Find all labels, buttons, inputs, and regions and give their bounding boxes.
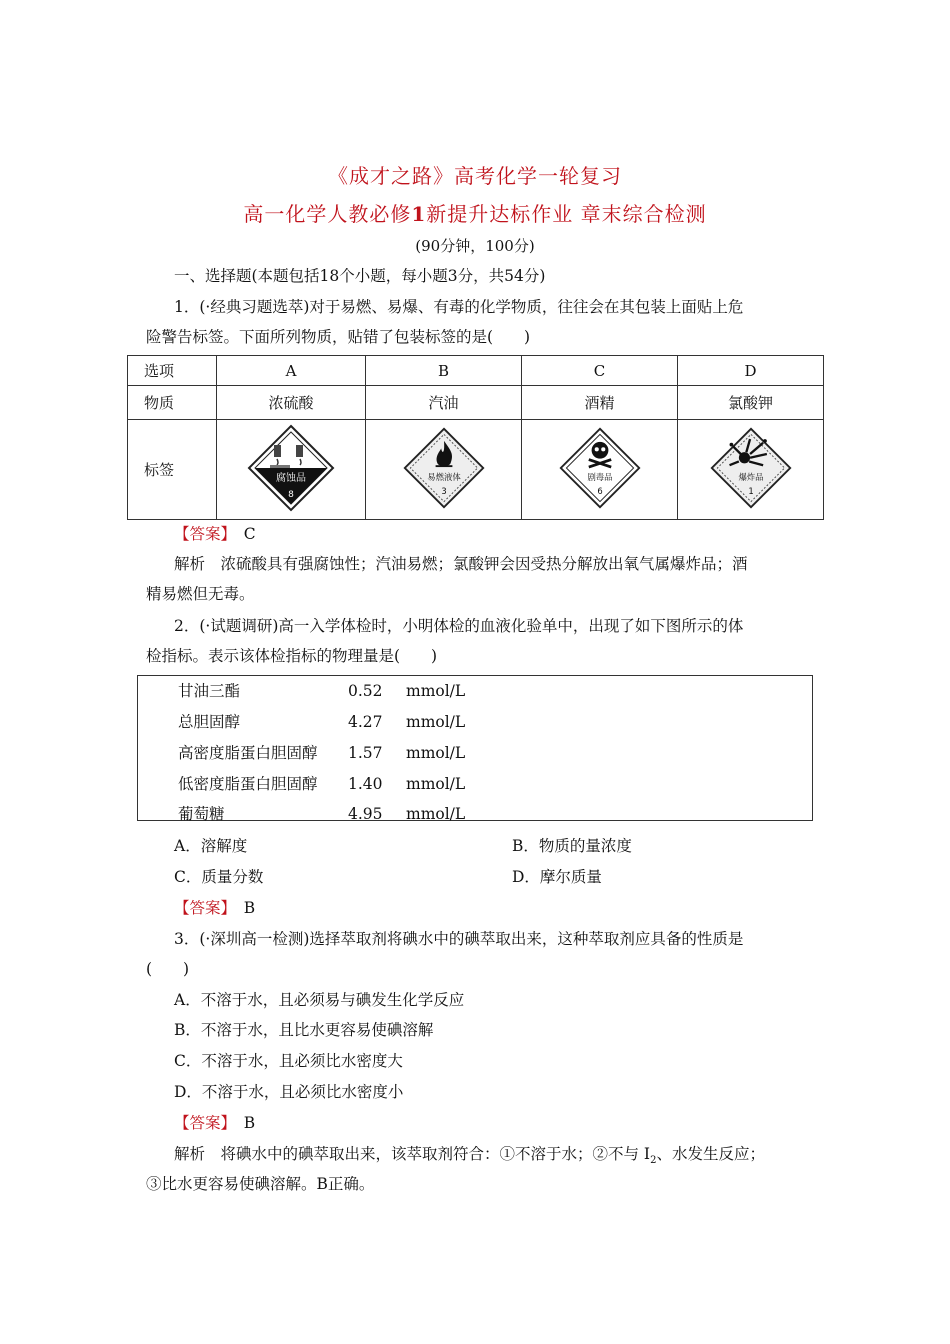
row-label: 标签 [128, 420, 217, 520]
document-title: 《成才之路》高考化学一轮复习 [328, 164, 622, 188]
q1-stem-line2: 险警告标签。下面所列物质，贴错了包装标签的是( ) [146, 328, 531, 346]
answer-value: B [243, 1114, 256, 1132]
flammable-liquid-label-icon [402, 426, 486, 510]
q1-analysis-line2: 精易燃但无毒。 [146, 585, 255, 603]
report-row [178, 772, 465, 794]
label-text: 爆炸品 [737, 471, 764, 482]
label-class-number: 3 [440, 485, 447, 496]
label-text: 剧毒品 [586, 471, 613, 482]
report-item-value: 0.52 [348, 682, 383, 700]
report-item-unit: mmol/L [406, 713, 466, 731]
q2-stem-line2: 检指标。表示该体检指标的物理量是( ) [146, 647, 438, 665]
q2-stem-line1: 2．(·试题调研)高一入学体检时，小明体检的血液化验单中，出现了如下图所示的体 [174, 617, 744, 635]
q3-analysis-line2: ③比水更容易使碘溶解。B正确。 [146, 1175, 375, 1193]
label-class-number: 8 [288, 489, 294, 500]
blood-test-report [137, 675, 813, 821]
q2-choice-c: C．质量分数 [174, 868, 264, 886]
q1-table [127, 355, 824, 520]
option-cell: A [217, 356, 366, 386]
q3-analysis-line1 [174, 1142, 765, 1166]
report-item-value: 4.95 [348, 805, 383, 823]
report-item-name: 高密度脂蛋白胆固醇 [178, 744, 318, 762]
title-part: 新提升达标作业 章末综合检测 [426, 202, 707, 226]
substance-cell: 浓硫酸 [217, 386, 366, 420]
q1-answer [174, 522, 256, 544]
q1-options-row [128, 356, 824, 386]
q2-choice-d: D．摩尔质量 [512, 868, 602, 886]
row-label: 选项 [128, 356, 217, 386]
q1-stem-line1: 1．(·经典习题选萃)对于易燃、易爆、有毒的化学物质，往往会在其包装上面贴上危 [174, 298, 744, 316]
subscript: 2 [650, 1155, 657, 1167]
report-item-unit: mmol/L [406, 805, 466, 823]
report-item-name: 总胆固醇 [178, 713, 241, 731]
label-class-number: 6 [596, 485, 603, 496]
option-cell: D [678, 356, 824, 386]
option-cell: C [522, 356, 678, 386]
title-part: 高一化学人教必修 [243, 202, 412, 226]
report-item-unit: mmol/L [406, 682, 466, 700]
label-text: 腐蚀品 [276, 472, 306, 484]
q1-label-row [128, 420, 824, 520]
q3-choice-c: C．不溶于水，且必须比水密度大 [174, 1052, 403, 1070]
report-row [178, 802, 465, 824]
q3-choice-b: B．不溶于水，且比水更容易使碘溶解 [174, 1021, 434, 1039]
report-item-unit: mmol/L [406, 744, 466, 762]
q2-answer [174, 896, 255, 918]
substance-cell: 酒精 [522, 386, 678, 420]
explosive-label-icon [709, 426, 793, 510]
toxic-label-icon [558, 426, 642, 510]
answer-label: 【答案】 [174, 525, 229, 543]
q3-choice-d: D．不溶于水，且必须比水密度小 [174, 1083, 404, 1101]
answer-value: C [243, 525, 256, 543]
q1-substance-row [128, 386, 824, 420]
report-row [178, 710, 465, 732]
analysis-text: 解析 将碘水中的碘萃取出来，该萃取剂符合：①不溶于水；②不与 I [174, 1145, 651, 1163]
title-bold-number: 1 [411, 202, 427, 226]
report-item-unit: mmol/L [406, 775, 466, 793]
answer-label: 【答案】 [174, 1114, 229, 1132]
answer-label: 【答案】 [174, 899, 229, 917]
section-heading: 一、选择题(本题包括18个小题，每小题3分，共54分) [174, 267, 546, 285]
report-row [178, 679, 465, 701]
q2-choice-a: A．溶解度 [174, 837, 248, 855]
option-cell: B [366, 356, 522, 386]
q3-stem-line2: ( ) [146, 960, 190, 978]
report-item-name: 葡萄糖 [178, 805, 225, 823]
report-item-name: 低密度脂蛋白胆固醇 [178, 775, 318, 793]
q3-choice-a: A．不溶于水，且必须易与碘发生化学反应 [174, 991, 465, 1009]
label-text: 易燃液体 [426, 471, 461, 482]
label-cell [678, 420, 824, 520]
q1-analysis-line1: 解析 浓硫酸具有强腐蚀性；汽油易燃；氯酸钾会因受热分解放出氧气属爆炸品；酒 [174, 555, 748, 573]
report-item-name: 甘油三酯 [178, 682, 241, 700]
substance-cell: 氯酸钾 [678, 386, 824, 420]
q2-choice-b: B．物质的量浓度 [512, 837, 632, 855]
q3-answer [174, 1111, 255, 1133]
time-and-score: (90分钟，100分) [415, 237, 535, 255]
document-subtitle [0, 198, 950, 227]
q3-stem-line1: 3．(·深圳高一检测)选择萃取剂将碘水中的碘萃取出来，这种萃取剂应具备的性质是 [174, 930, 744, 948]
corrosive-label-icon [246, 423, 336, 513]
report-item-value: 4.27 [348, 713, 383, 731]
label-cell [366, 420, 522, 520]
answer-value: B [243, 899, 256, 917]
row-label: 物质 [128, 386, 217, 420]
analysis-text: 、水发生反应； [656, 1145, 765, 1163]
label-cell [522, 420, 678, 520]
report-item-value: 1.40 [348, 775, 383, 793]
label-cell [217, 420, 366, 520]
report-row [178, 741, 465, 763]
substance-cell: 汽油 [366, 386, 522, 420]
label-class-number: 1 [747, 485, 754, 496]
report-item-value: 1.57 [348, 744, 383, 762]
